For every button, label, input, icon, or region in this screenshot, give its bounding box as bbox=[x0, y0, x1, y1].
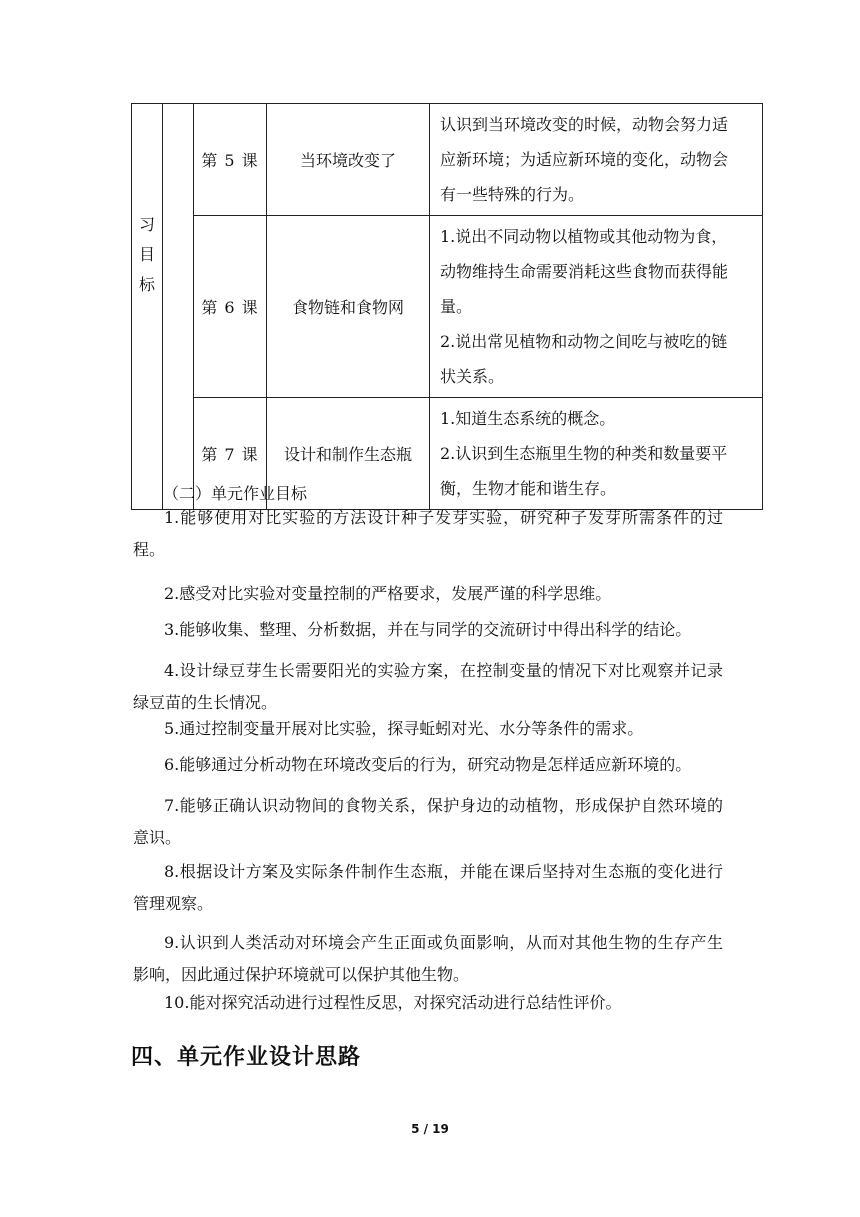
lesson-description bbox=[430, 216, 763, 398]
category-cell bbox=[132, 104, 163, 510]
page-number: 5 / 19 bbox=[411, 1122, 449, 1136]
goal-item: 8.根据设计方案及实际条件制作生态瓶，并能在课后坚持对生态瓶的变化进行管理观察。 bbox=[133, 862, 723, 913]
lesson-number: 第 7 课 bbox=[194, 398, 267, 510]
goal-item: 9.认识到人类活动对环境会产生正面或负面影响，从而对其他生物的生存产生影响，因此通过保护环境就可以保护其他生物。 bbox=[133, 933, 723, 984]
goal-item: 2.感受对比实验对变量控制的严格要求，发展严谨的科学思维。 bbox=[164, 584, 612, 603]
category-label: 习目标 bbox=[139, 214, 156, 294]
lesson-number: 第 5 课 bbox=[194, 104, 267, 216]
lesson-number: 第 6 课 bbox=[194, 216, 267, 398]
description-line: 1.说出不同动物以植物或其他动物为食， bbox=[440, 227, 728, 246]
goal-item: 5.通过控制变量开展对比实验，探寻蚯蚓对光、水分等条件的需求。 bbox=[164, 719, 644, 738]
description-line: 有一些特殊的行为。 bbox=[440, 185, 585, 204]
lesson-title: 食物链和食物网 bbox=[267, 216, 430, 398]
description-line: 认识到当环境改变的时候，动物会努力适 bbox=[440, 115, 729, 134]
description-line: 量。 bbox=[440, 297, 473, 316]
goal-item: 6.能够通过分析动物在环境改变后的行为，研究动物是怎样适应新环境的。 bbox=[164, 755, 692, 774]
goal-item: 3.能够收集、整理、分析数据，并在与同学的交流研讨中得出科学的结论。 bbox=[164, 620, 692, 639]
lesson-objectives-table bbox=[131, 103, 763, 510]
description-line: 1.知道生态系统的概念。 bbox=[440, 409, 616, 428]
table-row bbox=[132, 104, 763, 216]
lesson-title: 当环境改变了 bbox=[267, 104, 430, 216]
goal-item: 7.能够正确认识动物间的食物关系，保护身边的动植物，形成保护自然环境的意识。 bbox=[133, 796, 723, 847]
goal-item: 1.能够使用对比实验的方法设计种子发芽实验，研究种子发芽所需条件的过程。 bbox=[133, 508, 723, 559]
description-line: 状关系。 bbox=[440, 367, 505, 386]
description-line: 应新环境；为适应新环境的变化，动物会 bbox=[440, 150, 729, 169]
goal-item: 10.能对探究活动进行过程性反思，对探究活动进行总结性评价。 bbox=[164, 993, 622, 1012]
description-line: 动物维持生命需要消耗这些食物而获得能 bbox=[440, 262, 729, 281]
section-title: 四、单元作业设计思路 bbox=[131, 1045, 362, 1070]
lesson-title: 设计和制作生态瓶 bbox=[267, 398, 430, 510]
lesson-description bbox=[430, 398, 763, 510]
unit-goals-heading: （二）单元作业目标 bbox=[163, 484, 308, 503]
description-line: 衡，生物才能和谐生存。 bbox=[440, 479, 617, 498]
lesson-description bbox=[430, 104, 763, 216]
description-line: 2.认识到生态瓶里生物的种类和数量要平 bbox=[440, 444, 728, 463]
blank-column-cell bbox=[163, 104, 194, 510]
description-line: 2.说出常见植物和动物之间吃与被吃的链 bbox=[440, 332, 728, 351]
table-row bbox=[132, 216, 763, 398]
goal-item: 4.设计绿豆芽生长需要阳光的实验方案，在控制变量的情况下对比观察并记录绿豆苗的生长情况。 bbox=[133, 661, 723, 712]
